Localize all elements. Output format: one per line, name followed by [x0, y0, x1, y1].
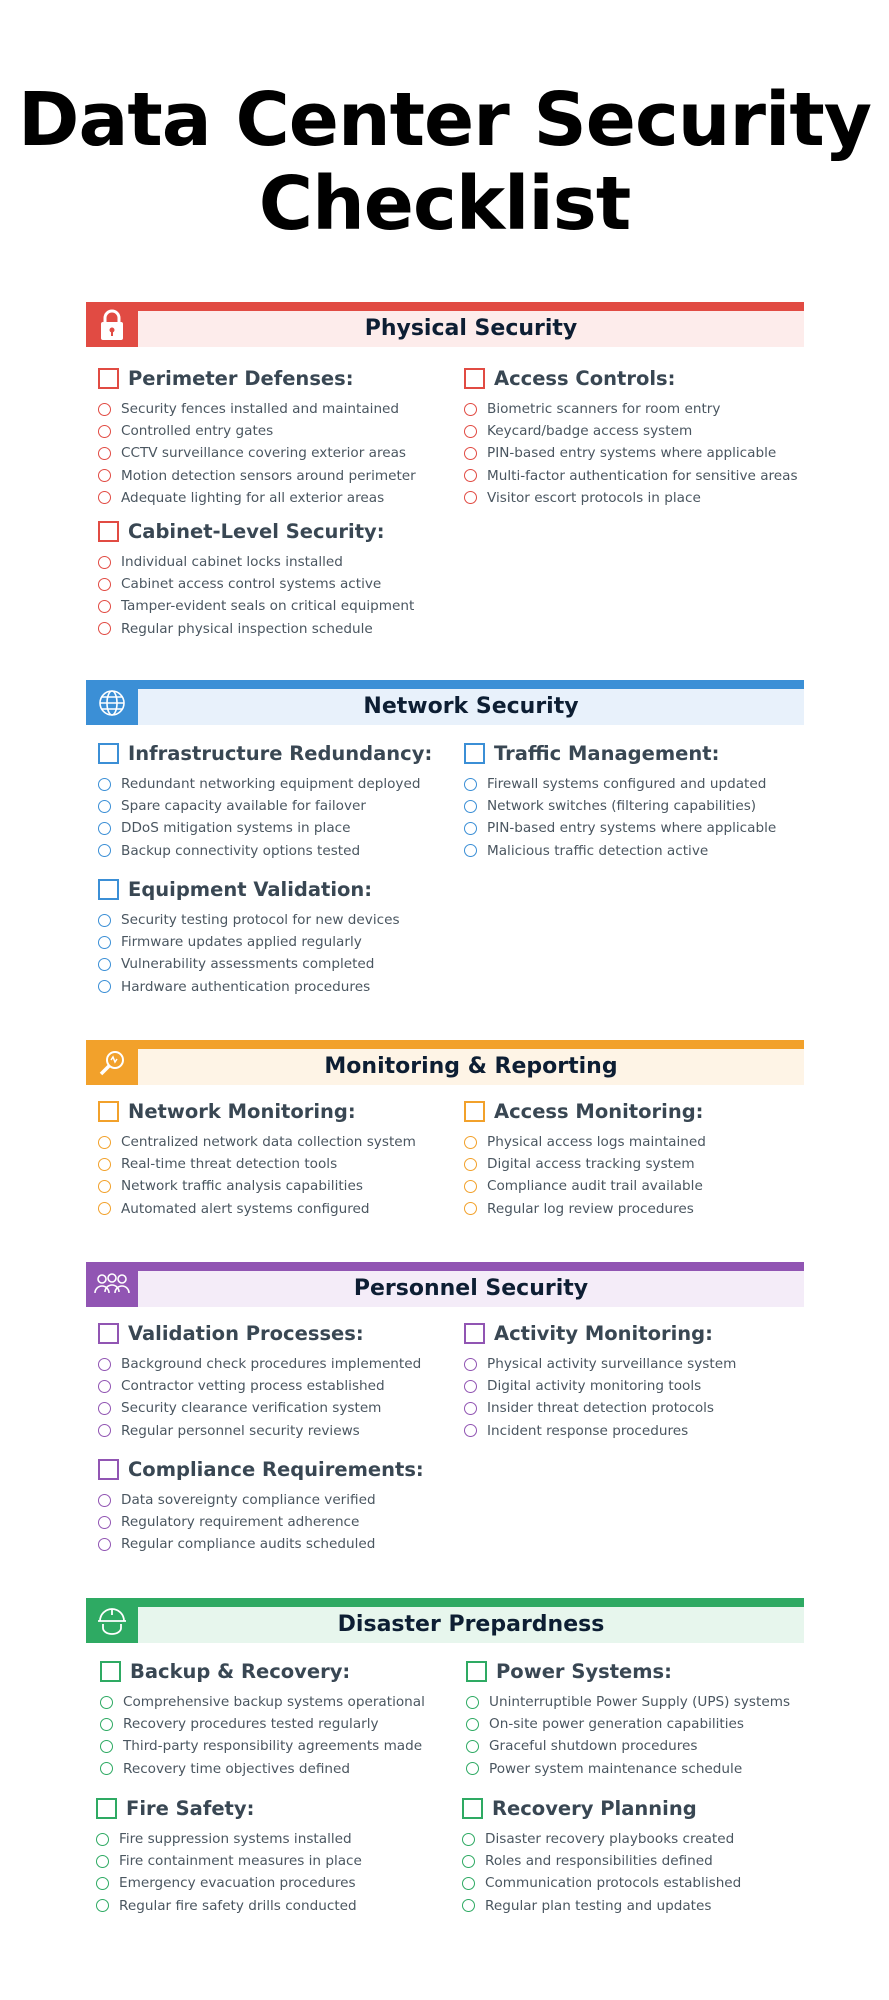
radio-circle[interactable]: [98, 822, 111, 835]
radio-circle[interactable]: [98, 425, 111, 438]
list-item: Motion detection sensors around perimeter: [98, 465, 416, 487]
radio-circle[interactable]: [464, 425, 477, 438]
checkbox[interactable]: [462, 1798, 483, 1819]
radio-circle[interactable]: [98, 1180, 111, 1193]
list-item: Regulatory requirement adherence: [98, 1511, 424, 1533]
radio-circle[interactable]: [466, 1740, 479, 1753]
radio-circle[interactable]: [98, 1538, 111, 1551]
radio-circle[interactable]: [98, 1202, 111, 1215]
radio-circle[interactable]: [464, 469, 477, 482]
list-item: Security clearance verification system: [98, 1397, 421, 1419]
list-item: Fire containment measures in place: [96, 1850, 362, 1872]
list-item: Biometric scanners for room entry: [464, 398, 798, 420]
radio-circle[interactable]: [98, 1494, 111, 1507]
list-item: Controlled entry gates: [98, 420, 416, 442]
list-item: Emergency evacuation procedures: [96, 1872, 362, 1894]
list-item: Regular physical inspection schedule: [98, 618, 414, 640]
list-item: Disaster recovery playbooks created: [462, 1828, 741, 1850]
list-item: Vulnerability assessments completed: [98, 953, 400, 975]
group-compliance-requirements: [98, 1456, 424, 1556]
radio-circle[interactable]: [464, 1158, 477, 1171]
group-title: Traffic Management:: [494, 741, 720, 765]
radio-circle[interactable]: [100, 1718, 113, 1731]
radio-circle[interactable]: [98, 556, 111, 569]
checkbox[interactable]: [466, 1661, 487, 1682]
radio-circle[interactable]: [98, 1516, 111, 1529]
group-title: Perimeter Defenses:: [128, 366, 354, 390]
list-item: Communication protocols established: [462, 1872, 741, 1894]
radio-circle[interactable]: [98, 914, 111, 927]
list-item: Graceful shutdown procedures: [466, 1735, 790, 1757]
list-item: Comprehensive backup systems operational: [100, 1691, 425, 1713]
section-network-security: [86, 680, 804, 995]
group-title: Power Systems:: [496, 1659, 672, 1683]
globe-icon: [86, 680, 138, 725]
radio-circle[interactable]: [96, 1899, 109, 1912]
list-item: Hardware authentication procedures: [98, 976, 400, 998]
radio-circle[interactable]: [98, 980, 111, 993]
list-item: Individual cabinet locks installed: [98, 551, 414, 573]
people-icon: [86, 1262, 138, 1307]
group-title: Fire Safety:: [126, 1796, 255, 1820]
list-item: Backup connectivity options tested: [98, 840, 432, 862]
list-item: Security fences installed and maintained: [98, 398, 416, 420]
checkbox[interactable]: [98, 1323, 119, 1344]
radio-circle[interactable]: [100, 1696, 113, 1709]
list-item: Firmware updates applied regularly: [98, 931, 400, 953]
section-physical-security: [86, 302, 804, 637]
list-item: Roles and responsibilities defined: [462, 1850, 741, 1872]
list-item: Adequate lighting for all exterior areas: [98, 487, 416, 509]
radio-circle[interactable]: [464, 1202, 477, 1215]
section-header: [86, 1598, 804, 1644]
radio-circle[interactable]: [98, 403, 111, 416]
list-item: Physical activity surveillance system: [464, 1353, 736, 1375]
radio-circle[interactable]: [98, 936, 111, 949]
group-recovery-planning: [462, 1795, 741, 1917]
radio-circle[interactable]: [98, 469, 111, 482]
list-item: Keycard/badge access system: [464, 420, 798, 442]
radio-circle[interactable]: [462, 1833, 475, 1846]
checkbox[interactable]: [100, 1661, 121, 1682]
section-title: Network Security: [363, 694, 579, 719]
list-item: Real-time threat detection tools: [98, 1153, 416, 1175]
group-title: Compliance Requirements:: [128, 1457, 424, 1481]
list-item: Regular plan testing and updates: [462, 1895, 741, 1917]
checkbox[interactable]: [98, 1459, 119, 1480]
list-item: Automated alert systems configured: [98, 1198, 416, 1220]
list-item: Cabinet access control systems active: [98, 573, 414, 595]
list-item: Centralized network data collection system: [98, 1131, 416, 1153]
radio-circle[interactable]: [464, 491, 477, 504]
group-title: Recovery Planning: [492, 1796, 697, 1820]
radio-circle[interactable]: [464, 1402, 477, 1415]
radio-circle[interactable]: [98, 1158, 111, 1171]
group-cabinet-level-security: [98, 518, 414, 640]
list-item: Digital access tracking system: [464, 1153, 706, 1175]
group-backup-recovery: [100, 1658, 425, 1780]
radio-circle[interactable]: [98, 958, 111, 971]
list-item: Redundant networking equipment deployed: [98, 773, 432, 795]
list-item: On-site power generation capabilities: [466, 1713, 790, 1735]
radio-circle[interactable]: [98, 844, 111, 857]
list-item: Background check procedures implemented: [98, 1353, 421, 1375]
list-item: Physical access logs maintained: [464, 1131, 706, 1153]
group-title: Activity Monitoring:: [494, 1321, 713, 1345]
list-item: Tamper-evident seals on critical equipment: [98, 595, 414, 617]
radio-circle[interactable]: [98, 622, 111, 635]
group-access-monitoring: [464, 1098, 706, 1220]
section-monitoring-reporting: [86, 1040, 804, 1217]
page-title: Data Center Security Checklist: [18, 77, 871, 247]
checkbox[interactable]: [96, 1798, 117, 1819]
radio-circle[interactable]: [98, 600, 111, 613]
group-title: Access Monitoring:: [494, 1099, 704, 1123]
radio-circle[interactable]: [466, 1696, 479, 1709]
radio-circle[interactable]: [466, 1718, 479, 1731]
list-item: Contractor vetting process established: [98, 1375, 421, 1397]
radio-circle[interactable]: [100, 1762, 113, 1775]
list-item: Insider threat detection protocols: [464, 1397, 736, 1419]
radio-circle[interactable]: [464, 778, 477, 791]
list-item: Recovery procedures tested regularly: [100, 1713, 425, 1735]
list-item: PIN-based entry systems where applicable: [464, 817, 776, 839]
section-title: Monitoring & Reporting: [324, 1054, 618, 1079]
radio-circle[interactable]: [466, 1762, 479, 1775]
radio-circle[interactable]: [98, 1136, 111, 1149]
group-traffic-management: [464, 740, 776, 862]
list-item: Network traffic analysis capabilities: [98, 1175, 416, 1197]
group-validation-processes: [98, 1320, 421, 1442]
list-item: Power system maintenance schedule: [466, 1758, 790, 1780]
radio-circle[interactable]: [464, 1424, 477, 1437]
group-infrastructure-redundancy: [98, 740, 432, 862]
radio-circle[interactable]: [98, 778, 111, 791]
section-title: Personnel Security: [353, 1276, 589, 1301]
group-perimeter-defenses: [98, 365, 416, 509]
radio-circle[interactable]: [464, 844, 477, 857]
hardhat-icon: [86, 1598, 138, 1643]
list-item: Regular compliance audits scheduled: [98, 1533, 424, 1555]
checkbox[interactable]: [464, 1323, 485, 1344]
group-fire-safety: [96, 1795, 362, 1917]
radio-circle[interactable]: [464, 822, 477, 835]
checkbox[interactable]: [464, 368, 485, 389]
radio-circle[interactable]: [464, 447, 477, 460]
radio-circle[interactable]: [464, 1136, 477, 1149]
magnifier-icon: [86, 1040, 138, 1085]
list-item: Recovery time objectives defined: [100, 1758, 425, 1780]
section-header: [86, 1040, 804, 1086]
list-item: PIN-based entry systems where applicable: [464, 442, 798, 464]
radio-circle[interactable]: [98, 578, 111, 591]
radio-circle[interactable]: [96, 1833, 109, 1846]
radio-circle[interactable]: [98, 1358, 111, 1371]
list-item: Digital activity monitoring tools: [464, 1375, 736, 1397]
list-item: Third-party responsibility agreements made: [100, 1735, 425, 1757]
checkbox[interactable]: [98, 1101, 119, 1122]
checkbox[interactable]: [98, 521, 119, 542]
list-item: Multi-factor authentication for sensitive areas: [464, 465, 798, 487]
list-item: Compliance audit trail available: [464, 1175, 706, 1197]
radio-circle[interactable]: [462, 1855, 475, 1868]
radio-circle[interactable]: [100, 1740, 113, 1753]
checkbox[interactable]: [98, 368, 119, 389]
list-item: Fire suppression systems installed: [96, 1828, 362, 1850]
radio-circle[interactable]: [464, 403, 477, 416]
group-equipment-validation: [98, 876, 400, 998]
section-header: [86, 302, 804, 348]
radio-circle[interactable]: [464, 1380, 477, 1393]
section-title: Disaster Prepardness: [337, 1612, 605, 1637]
radio-circle[interactable]: [96, 1877, 109, 1890]
section-personnel-security: [86, 1262, 804, 1553]
radio-circle[interactable]: [96, 1855, 109, 1868]
list-item: Network switches (filtering capabilities): [464, 795, 776, 817]
list-item: Regular personnel security reviews: [98, 1420, 421, 1442]
checkbox[interactable]: [464, 1101, 485, 1122]
checkbox[interactable]: [464, 743, 485, 764]
radio-circle[interactable]: [464, 1180, 477, 1193]
checkbox[interactable]: [98, 743, 119, 764]
radio-circle[interactable]: [464, 1358, 477, 1371]
section-title: Physical Security: [364, 316, 578, 341]
radio-circle[interactable]: [98, 1380, 111, 1393]
checkbox[interactable]: [98, 879, 119, 900]
group-title: Network Monitoring:: [128, 1099, 356, 1123]
list-item: Regular fire safety drills conducted: [96, 1895, 362, 1917]
list-item: Uninterruptible Power Supply (UPS) systems: [466, 1691, 790, 1713]
group-access-controls: [464, 365, 798, 509]
radio-circle[interactable]: [98, 491, 111, 504]
group-title: Backup & Recovery:: [130, 1659, 351, 1683]
radio-circle[interactable]: [98, 800, 111, 813]
lock-icon: [86, 302, 138, 347]
group-network-monitoring: [98, 1098, 416, 1220]
group-title: Access Controls:: [494, 366, 676, 390]
group-title: Infrastructure Redundancy:: [128, 741, 433, 765]
group-title: Equipment Validation:: [128, 877, 373, 901]
list-item: DDoS mitigation systems in place: [98, 817, 432, 839]
list-item: Spare capacity available for failover: [98, 795, 432, 817]
radio-circle[interactable]: [98, 447, 111, 460]
group-title: Cabinet-Level Security:: [128, 519, 385, 543]
radio-circle[interactable]: [464, 800, 477, 813]
list-item: Data sovereignty compliance verified: [98, 1489, 424, 1511]
section-disaster-prepardness: [86, 1598, 804, 1914]
radio-circle[interactable]: [462, 1877, 475, 1890]
radio-circle[interactable]: [462, 1899, 475, 1912]
section-header: [86, 1262, 804, 1308]
list-item: Firewall systems configured and updated: [464, 773, 776, 795]
list-item: Malicious traffic detection active: [464, 840, 776, 862]
list-item: Security testing protocol for new devices: [98, 909, 400, 931]
group-power-systems: [466, 1658, 790, 1780]
group-activity-monitoring: [464, 1320, 736, 1442]
list-item: Incident response procedures: [464, 1420, 736, 1442]
list-item: Regular log review procedures: [464, 1198, 706, 1220]
section-header: [86, 680, 804, 726]
radio-circle[interactable]: [98, 1402, 111, 1415]
list-item: CCTV surveillance covering exterior areas: [98, 442, 416, 464]
radio-circle[interactable]: [98, 1424, 111, 1437]
list-item: Visitor escort protocols in place: [464, 487, 798, 509]
group-title: Validation Processes:: [128, 1321, 364, 1345]
